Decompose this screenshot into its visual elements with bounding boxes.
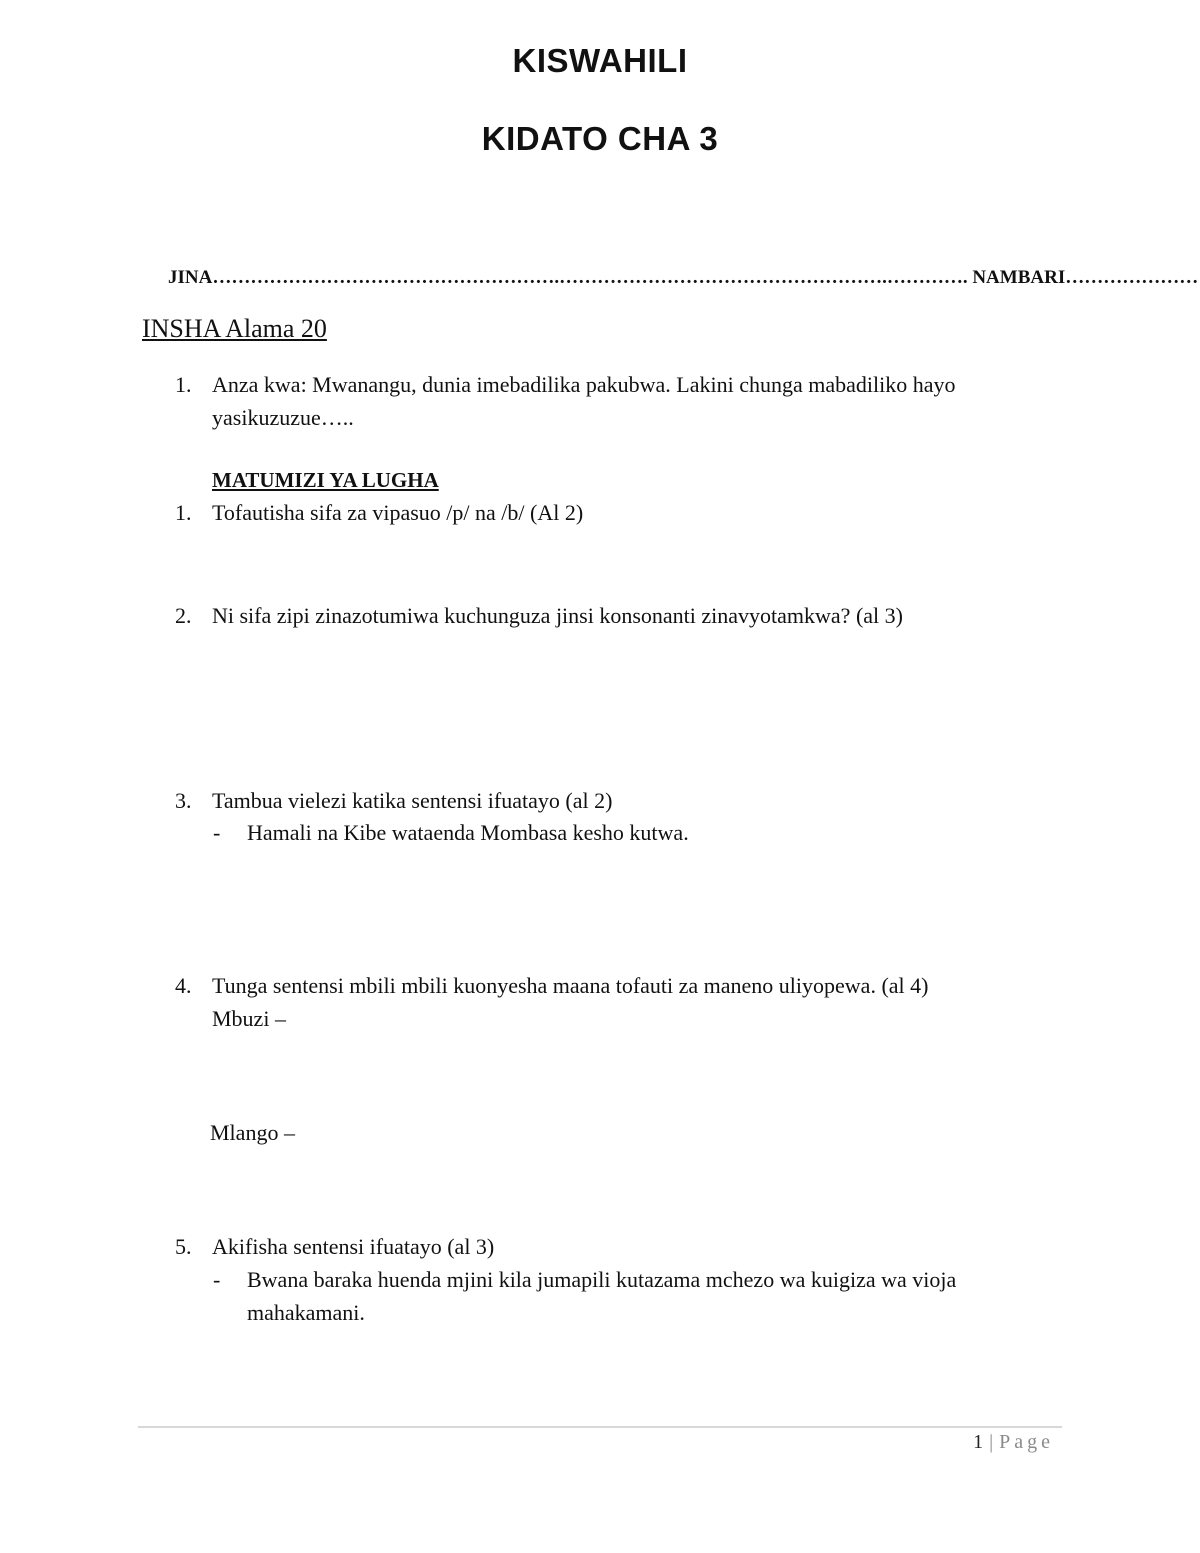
- question-number: 2.: [175, 603, 192, 628]
- bullet-dash: -: [213, 1267, 221, 1292]
- question-sentence: Hamali na Kibe wataenda Mombasa kesho kutwa.: [247, 820, 689, 845]
- essay-question-number: 1.: [175, 372, 192, 397]
- subject-title: KISWAHILI: [512, 42, 688, 79]
- question-number: 1.: [175, 500, 192, 525]
- answer-word-label: Mbuzi –: [212, 1006, 286, 1031]
- question-text: Tambua vielezi katika sentensi ifuatayo (al 2): [212, 788, 613, 813]
- question-sentence-line-1: Bwana baraka huenda mjini kila jumapili kutazama mchezo wa kuigiza wa vioja: [247, 1267, 957, 1292]
- essay-question-line-2: yasikuzuzue…..: [212, 405, 354, 430]
- form-title: KIDATO CHA 3: [481, 120, 719, 157]
- page-number: 1: [973, 1431, 984, 1453]
- page-footer: [973, 1431, 1054, 1454]
- question-number: 3.: [175, 788, 192, 813]
- page-label: Page: [999, 1431, 1054, 1453]
- answer-word-label: Mlango –: [210, 1120, 295, 1145]
- question-sentence-line-2: mahakamani.: [247, 1300, 365, 1325]
- question-number: 4.: [175, 973, 192, 998]
- question-text: Tofautisha sifa za vipasuo /p/ na /b/ (Al 2): [212, 500, 584, 525]
- footer-divider: [138, 1426, 1062, 1428]
- essay-question-line-1: Anza kwa: Mwanangu, dunia imebadilika pakubwa. Lakini chunga mabadiliko hayo: [212, 372, 956, 397]
- essay-heading: INSHA Alama 20: [142, 314, 327, 343]
- page-separator: |: [989, 1431, 994, 1453]
- question-number: 5.: [175, 1234, 192, 1259]
- bullet-dash: -: [213, 820, 221, 845]
- student-name-number-line: JINA……………………………………………….…………………………………………….…………. NAMBARI…………………: [168, 267, 1199, 288]
- question-text: Ni sifa zipi zinazotumiwa kuchunguza jinsi konsonanti zinavyotamkwa? (al 3): [212, 603, 903, 628]
- question-text: Akifisha sentensi ifuatayo (al 3): [212, 1234, 495, 1259]
- language-use-heading: MATUMIZI YA LUGHA: [212, 468, 439, 492]
- question-text: Tunga sentensi mbili mbili kuonyesha maana tofauti za maneno uliyopewa. (al 4): [212, 973, 929, 998]
